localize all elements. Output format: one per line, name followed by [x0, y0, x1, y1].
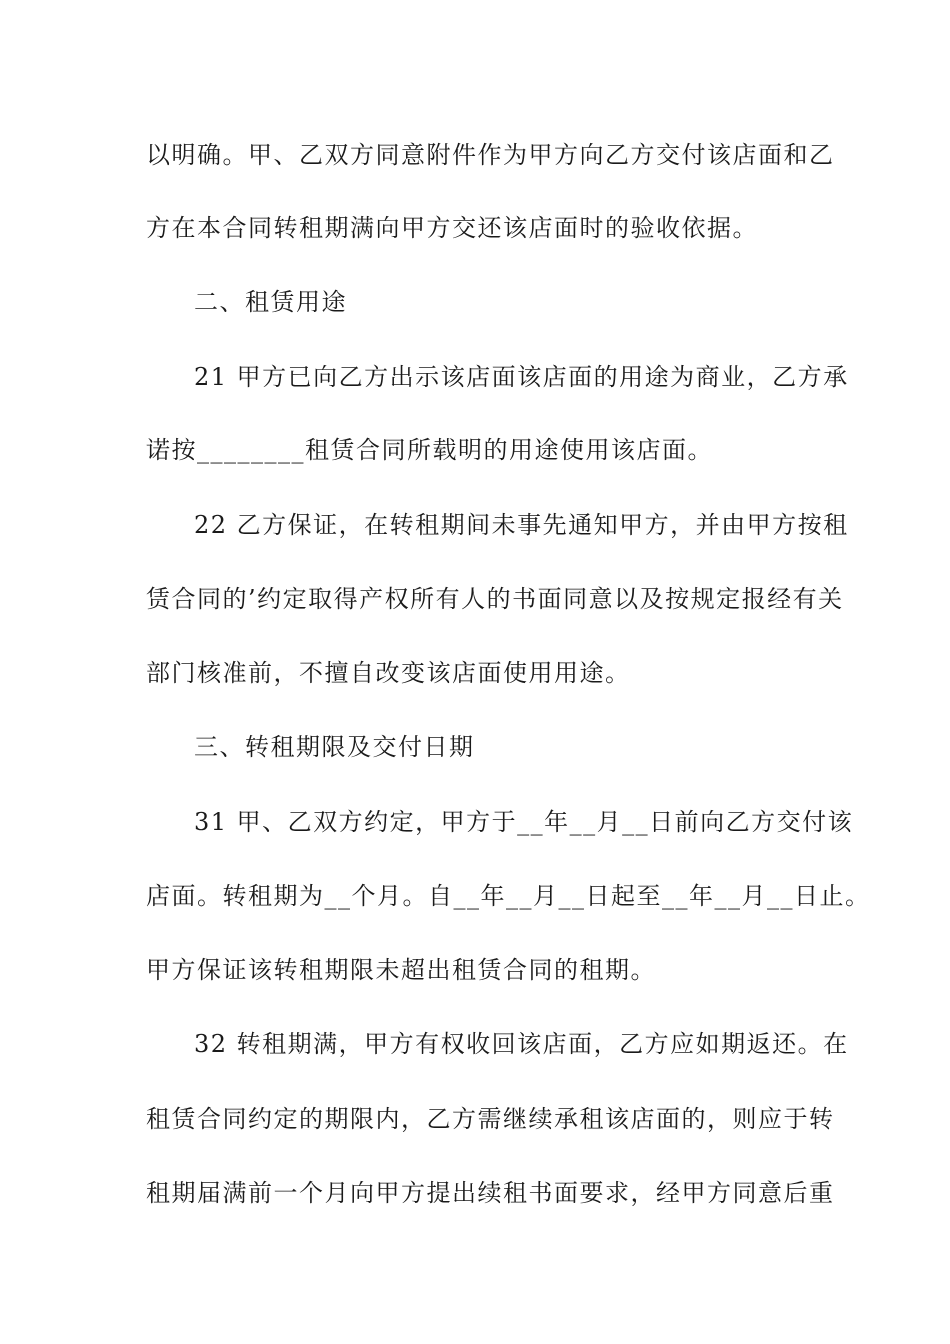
text-line: 店面。转租期为__个月。自__年__月__日起至__年__月__日止。 — [146, 882, 871, 910]
text-line: 租赁合同约定的期限内，乙方需继续承租该店面的，则应于转 — [146, 1105, 835, 1133]
text-line: 赁合同的’约定取得产权所有人的书面同意以及按规定报经有关 — [146, 585, 844, 613]
text-line: 21 甲方已向乙方出示该店面该店面的用途为商业，乙方承 — [194, 363, 849, 391]
text-line: 22 乙方保证，在转租期间未事先通知甲方，并由甲方按租 — [194, 511, 849, 539]
text-line: 甲方保证该转租期限未超出租赁合同的租期。 — [146, 956, 656, 984]
text-line: 租期届满前一个月向甲方提出续租书面要求，经甲方同意后重 — [146, 1179, 835, 1207]
text-line: 诺按________租赁合同所载明的用途使用该店面。 — [146, 436, 713, 464]
section-heading: 三、转租期限及交付日期 — [194, 733, 475, 761]
section-heading: 二、租赁用途 — [194, 288, 347, 316]
text-line: 部门核准前，不擅自改变该店面使用用途。 — [146, 659, 631, 687]
text-line: 32 转租期满，甲方有权收回该店面，乙方应如期返还。在 — [194, 1030, 849, 1058]
text-line: 31 甲、乙双方约定，甲方于__年__月__日前向乙方交付该 — [194, 808, 854, 836]
text-line: 以明确。甲、乙双方同意附件作为甲方向乙方交付该店面和乙 — [146, 141, 835, 169]
text-line: 方在本合同转租期满向甲方交还该店面时的验收依据。 — [146, 214, 758, 242]
